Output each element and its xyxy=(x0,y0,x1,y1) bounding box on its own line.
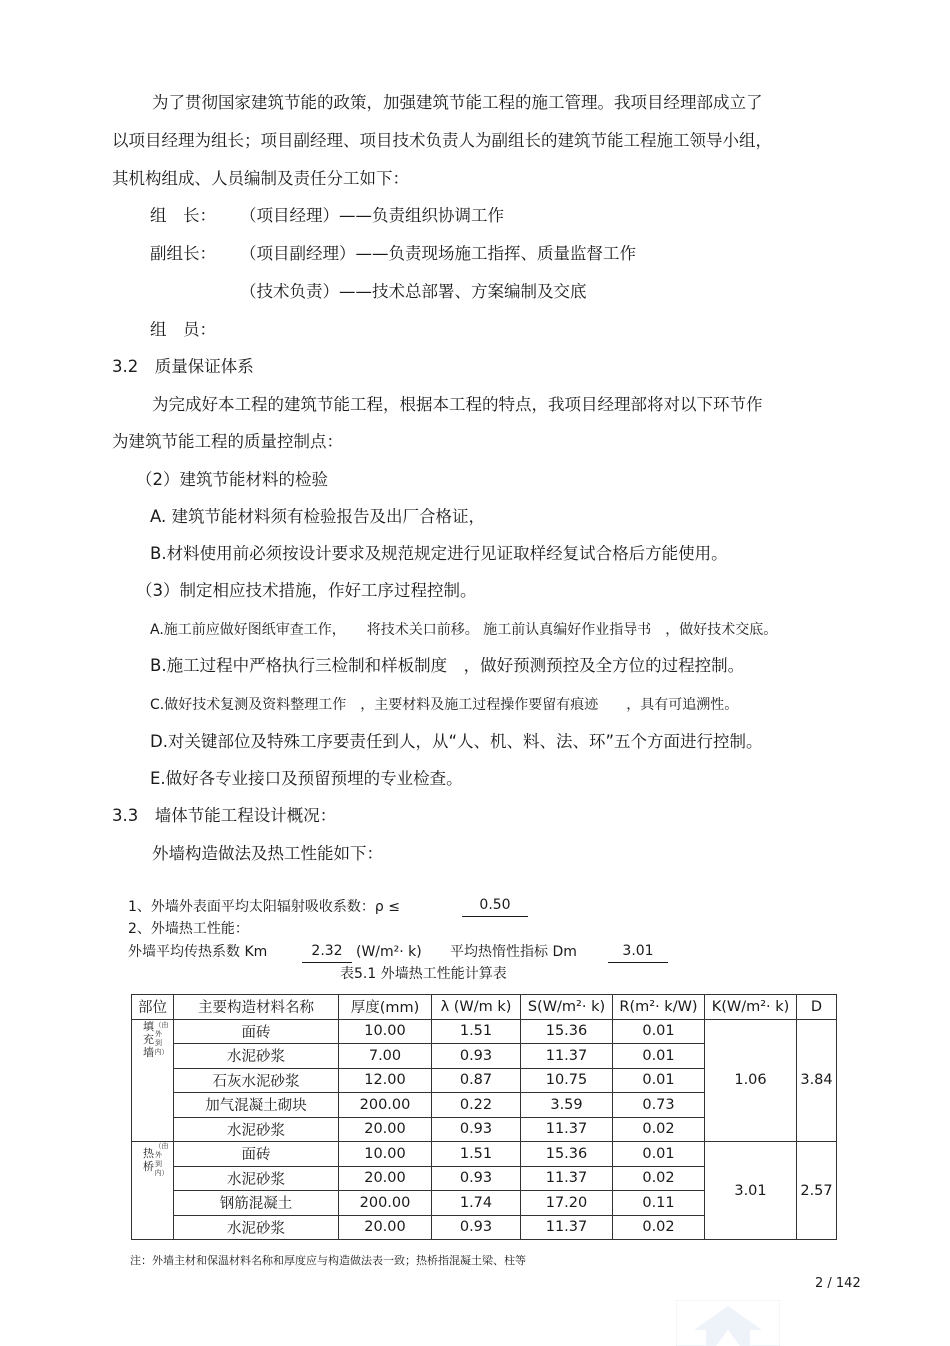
item-3-a: A.施工前应做好图纸审查工作， 将技术关口前移。 施工前认真编好作业指导书 ，做好技术交底。 xyxy=(150,622,778,638)
part-label: 填充墙 xyxy=(143,1019,154,1059)
item-3-b: B.施工过程中严格执行三检制和样板制度 ，做好预测预控及全方位的过程控制。 xyxy=(150,656,745,675)
dm-value: 3.01 xyxy=(608,940,668,963)
table-header-row xyxy=(132,995,837,1020)
r-cell: 0.01 xyxy=(613,1142,705,1167)
material-cell: 水泥砂浆 xyxy=(174,1044,339,1069)
lambda-cell: 0.93 xyxy=(432,1215,521,1240)
header-k: K(W/m²· k) xyxy=(705,995,797,1020)
k-cell: 3.01 xyxy=(705,1142,797,1240)
item-3-e: E.做好各专业接口及预留预埋的专业检查。 xyxy=(150,769,463,788)
part-note: （由外到内） xyxy=(154,1021,169,1056)
r-cell: 0.01 xyxy=(613,1019,705,1044)
intro-line-3: 其机构组成、人员编制及责任分工如下： xyxy=(112,169,409,188)
section-3-2-para-1: 为完成好本工程的建筑节能工程，根据本工程的特点，我项目经理部将对以下环节作 xyxy=(152,395,763,414)
material-cell: 面砖 xyxy=(174,1019,339,1044)
header-material: 主要构造材料名称 xyxy=(174,995,339,1020)
intro-line-1: 为了贯彻国家建筑节能的政策，加强建筑节能工程的施工管理。我项目经理部成立了 xyxy=(152,93,763,112)
lambda-cell: 0.93 xyxy=(432,1117,521,1142)
section-3-2-para-2: 为建筑节能工程的质量控制点： xyxy=(112,432,343,451)
header-s: S(W/m²· k) xyxy=(521,995,613,1020)
header-part: 部位 xyxy=(132,995,174,1020)
lambda-cell: 0.22 xyxy=(432,1093,521,1118)
r-cell: 0.73 xyxy=(613,1093,705,1118)
item-3-d: D.对关键部位及特殊工序要责任到人，从“人、机、料、法、环”五个方面进行控制。 xyxy=(150,732,763,751)
section-3-3-heading: 3.3 墙体节能工程设计概况： xyxy=(112,806,337,825)
part-label: 热桥 xyxy=(143,1147,154,1173)
thickness-cell: 20.00 xyxy=(339,1117,432,1142)
lambda-cell: 1.51 xyxy=(432,1142,521,1167)
intro-line-2: 以项目经理为组长；项目副经理、项目技术负责人为副组长的建筑节能工程施工领导小组， xyxy=(112,131,772,150)
material-cell: 加气混凝土砌块 xyxy=(174,1093,339,1118)
item-2-b: B.材料使用前必须按设计要求及规范规定进行见证取样经复试合格后方能使用。 xyxy=(150,544,728,563)
thermal-table xyxy=(131,994,837,1240)
deputy-label: 副组长： xyxy=(150,244,216,263)
thermal-performance-label: 2、外墙热工性能： xyxy=(128,921,249,937)
table-title: 表5.1 外墙热工性能计算表 xyxy=(340,966,507,982)
part-cell-infill xyxy=(132,1019,174,1142)
r-cell: 0.01 xyxy=(613,1068,705,1093)
table-row xyxy=(132,1142,837,1167)
r-cell: 0.02 xyxy=(613,1215,705,1240)
s-cell: 11.37 xyxy=(521,1044,613,1069)
d-cell: 3.84 xyxy=(797,1019,837,1142)
solar-absorption-value xyxy=(462,894,528,917)
lambda-cell: 1.51 xyxy=(432,1019,521,1044)
thickness-cell: 20.00 xyxy=(339,1215,432,1240)
r-cell: 0.11 xyxy=(613,1191,705,1216)
header-d: D xyxy=(797,995,837,1020)
table-note: 注：外墙主材和保温材料名称和厚度应与构造做法表一致；热桥指混凝土梁、柱等 xyxy=(130,1254,526,1267)
table-row xyxy=(132,1019,837,1044)
r-cell: 0.02 xyxy=(613,1166,705,1191)
thickness-cell: 10.00 xyxy=(339,1142,432,1167)
km-value-wrap xyxy=(302,940,352,963)
item-3-c: C.做好技术复测及资料整理工作 ，主要材料及施工过程操作要留有痕迹 ，具有可追溯性。 xyxy=(150,697,739,713)
r-cell: 0.01 xyxy=(613,1044,705,1069)
s-cell: 11.37 xyxy=(521,1117,613,1142)
lambda-cell: 0.87 xyxy=(432,1068,521,1093)
material-cell: 水泥砂浆 xyxy=(174,1166,339,1191)
thickness-cell: 20.00 xyxy=(339,1166,432,1191)
leader-label: 组 长： xyxy=(150,206,216,225)
solar-absorption-number: 0.50 xyxy=(462,894,528,917)
k-cell: 1.06 xyxy=(705,1019,797,1142)
thickness-cell: 10.00 xyxy=(339,1019,432,1044)
s-cell: 15.36 xyxy=(521,1019,613,1044)
km-label: 外墙平均传热系数 Km xyxy=(128,944,268,960)
solar-absorption-label: 1、外墙外表面平均太阳辐射吸收系数：ρ ≤ xyxy=(128,899,400,915)
s-cell: 10.75 xyxy=(521,1068,613,1093)
page-number: 2 / 142 xyxy=(815,1276,861,1291)
header-r: R(m²· k/W) xyxy=(613,995,705,1020)
section-3-3-para: 外墙构造做法及热工性能如下： xyxy=(152,844,383,863)
header-thickness: 厚度(mm) xyxy=(339,995,432,1020)
thickness-cell: 7.00 xyxy=(339,1044,432,1069)
section-3-2-heading: 3.2 质量保证体系 xyxy=(112,357,254,376)
material-cell: 面砖 xyxy=(174,1142,339,1167)
item-2-a: A. 建筑节能材料须有检验报告及出厂合格证， xyxy=(150,507,485,526)
leader-text: （项目经理）——负责组织协调工作 xyxy=(240,206,504,225)
s-cell: 11.37 xyxy=(521,1215,613,1240)
watermark-logo-icon xyxy=(676,1300,780,1346)
km-unit: (W/m²· k) xyxy=(356,944,422,960)
lambda-cell: 1.74 xyxy=(432,1191,521,1216)
km-value: 2.32 xyxy=(302,940,352,963)
deputy-text-2: （技术负责）——技术总部署、方案编制及交底 xyxy=(240,282,587,301)
s-cell: 17.20 xyxy=(521,1191,613,1216)
item-2-heading: （2）建筑节能材料的检验 xyxy=(136,470,328,489)
material-cell: 石灰水泥砂浆 xyxy=(174,1068,339,1093)
dm-label: 平均热惰性指标 Dm xyxy=(450,944,577,960)
deputy-text-1: （项目副经理）——负责现场施工指挥、质量监督工作 xyxy=(240,244,636,263)
lambda-cell: 0.93 xyxy=(432,1044,521,1069)
s-cell: 15.36 xyxy=(521,1142,613,1167)
thickness-cell: 200.00 xyxy=(339,1093,432,1118)
item-3-heading: （3）制定相应技术措施，作好工序过程控制。 xyxy=(136,581,477,600)
lambda-cell: 0.93 xyxy=(432,1166,521,1191)
material-cell: 钢筋混凝土 xyxy=(174,1191,339,1216)
thickness-cell: 12.00 xyxy=(339,1068,432,1093)
material-cell: 水泥砂浆 xyxy=(174,1215,339,1240)
part-cell-thermal-bridge xyxy=(132,1142,174,1240)
header-lambda: λ (W/m k) xyxy=(432,995,521,1020)
s-cell: 11.37 xyxy=(521,1166,613,1191)
dm-value-wrap xyxy=(608,940,668,963)
r-cell: 0.02 xyxy=(613,1117,705,1142)
part-note: （由外到内） xyxy=(154,1142,169,1177)
member-label: 组 员： xyxy=(150,320,216,339)
d-cell: 2.57 xyxy=(797,1142,837,1240)
material-cell: 水泥砂浆 xyxy=(174,1117,339,1142)
thickness-cell: 200.00 xyxy=(339,1191,432,1216)
s-cell: 3.59 xyxy=(521,1093,613,1118)
